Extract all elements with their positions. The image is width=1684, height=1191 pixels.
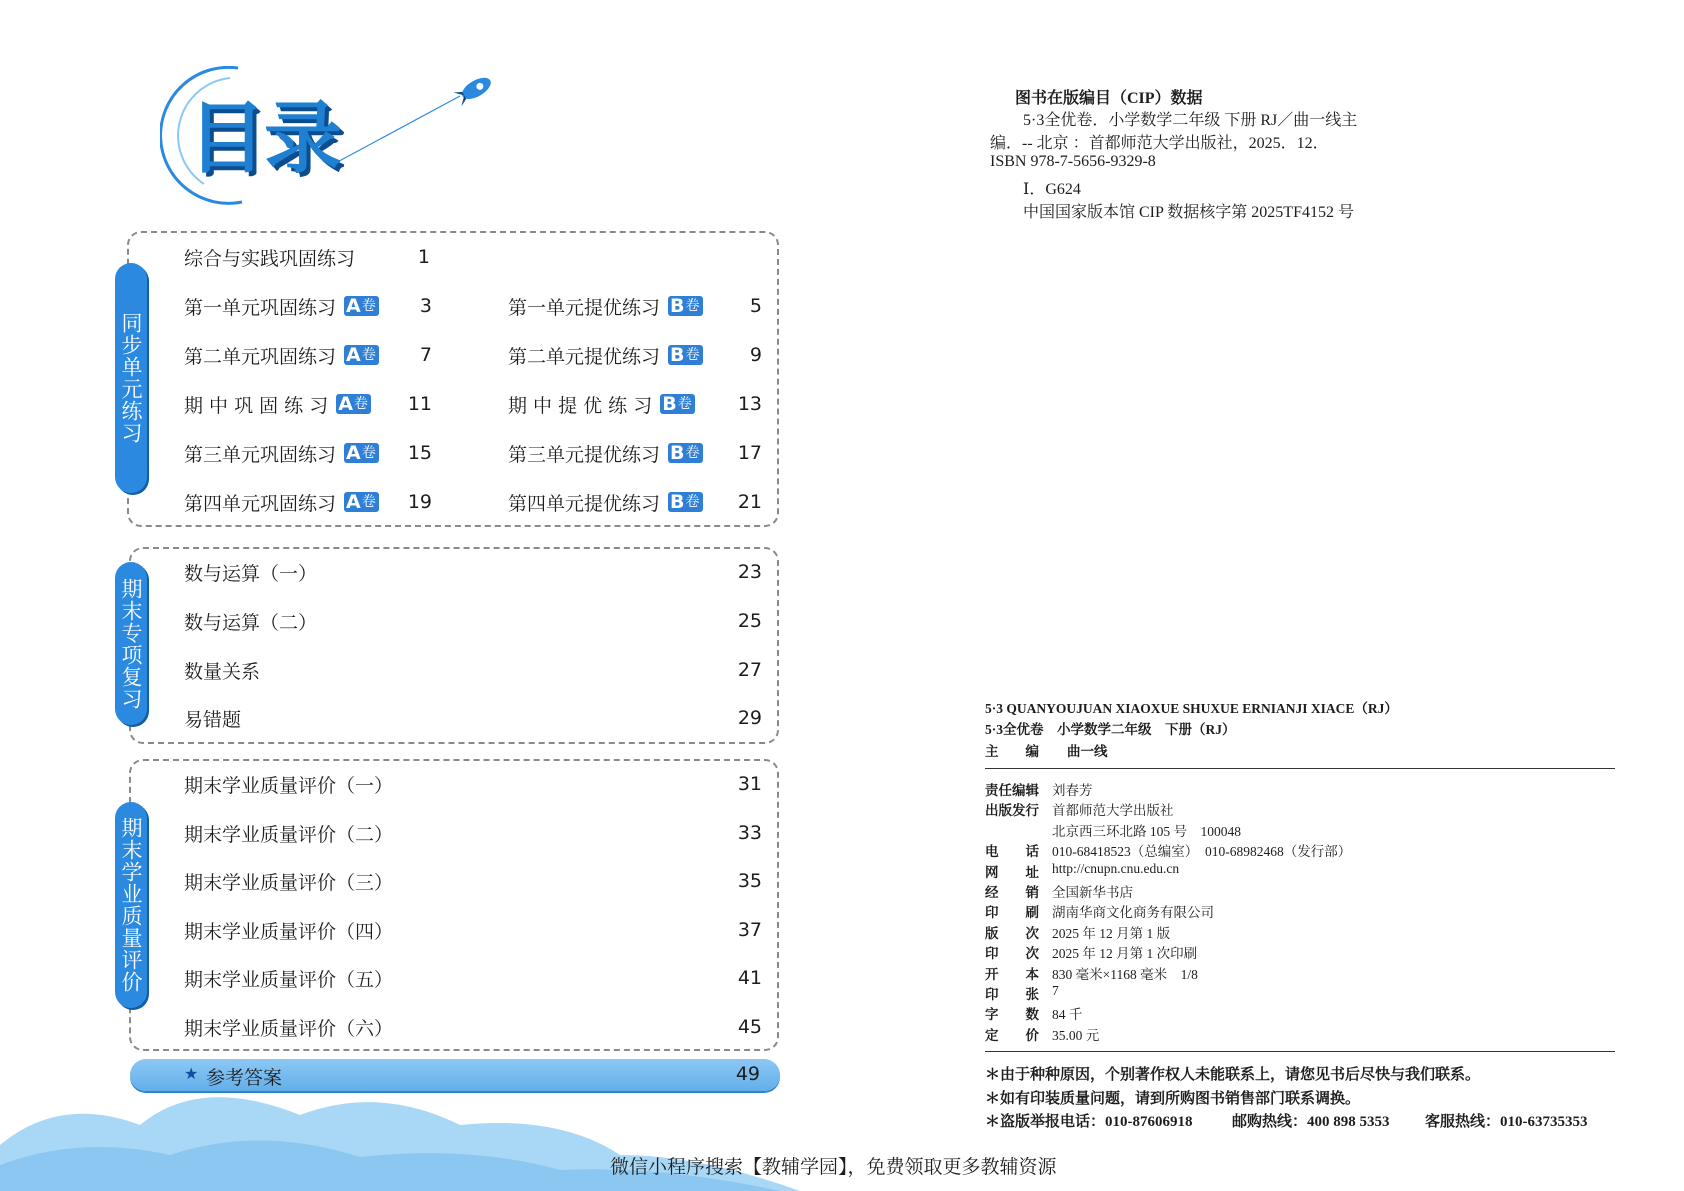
cip-line5: 中国国家版本馆 CIP 数据核字第 2025TF4152 号 (1023, 204, 1354, 221)
page-number: 1 (417, 246, 430, 268)
toc-entry[interactable] (508, 340, 703, 370)
colophon-key: 字 数 (985, 1007, 1039, 1023)
toc-entry[interactable] (184, 769, 393, 799)
cip-line3: ISBN 978-7-5656-9329-8 (990, 153, 1156, 170)
rocket-trail (330, 96, 460, 166)
badge-letter: B (670, 490, 685, 513)
page-number: 33 (737, 822, 762, 844)
paper-badge (668, 296, 702, 316)
page-number: 13 (737, 393, 762, 415)
toc-entry-label: 数与运算（二） (184, 611, 318, 634)
page-number: 3 (419, 295, 432, 317)
cip-line4: Ⅰ．G624 (1023, 181, 1081, 198)
colophon-pinyin: 5·3 QUANYOUJUAN XIAOXUE SHUXUE ERNIANJI XIACE（RJ） (985, 701, 1398, 716)
colophon-key: 网 址 (985, 864, 1039, 880)
badge-letter: B (670, 294, 685, 317)
section-eval-box (129, 759, 779, 1051)
paper-badge (668, 492, 702, 512)
colophon-key: 版 次 (985, 925, 1039, 941)
section-eval-title: 期末学业质量评价 (119, 817, 143, 993)
page-number: 27 (737, 659, 762, 681)
toc-entry-label: 期末学业质量评价（五） (184, 968, 394, 991)
toc-entry[interactable] (184, 438, 379, 468)
colophon-key: 印 张 (985, 987, 1039, 1002)
toc-entry-label: 第三单元巩固练习 (184, 443, 337, 466)
paper-badge (660, 394, 694, 414)
colophon-book: 5·3全优卷 小学数学二年级 下册（RJ） (985, 722, 1236, 737)
colophon-key: 定 价 (985, 1027, 1039, 1043)
page-number: 35 (737, 870, 762, 892)
badge-suffix: 卷 (361, 445, 376, 461)
star-icon: ★ (184, 1064, 199, 1083)
section-sync-tab (115, 263, 147, 493)
answers-label: 参考答案 (206, 1067, 283, 1089)
colophon-value: 全国新华书店 (1052, 885, 1133, 900)
colophon-key: 开 本 (985, 966, 1039, 982)
promo-text: 微信小程序搜索【教辅学园】，免费领取更多教辅资源 (610, 1156, 1057, 1178)
colophon-value: 首都师范大学出版社 (1052, 803, 1174, 819)
toc-entry[interactable] (508, 487, 703, 517)
badge-suffix: 卷 (361, 347, 376, 363)
toc-entry-label: 第二单元巩固练习 (184, 345, 337, 368)
toc-entry-label: 期 中 巩 固 练 习 (184, 394, 329, 417)
toc-entry-label: 期末学业质量评价（二） (184, 823, 394, 846)
toc-entry-label: 第一单元巩固练习 (184, 296, 337, 319)
cip-heading: 图书在版编目（CIP）数据 (1015, 90, 1203, 107)
colophon-value: 830 毫米×1168 毫米 1/8 (1052, 966, 1198, 982)
toc-entry-label: 数量关系 (184, 660, 261, 683)
toc-entry[interactable] (184, 291, 379, 321)
badge-letter: A (346, 294, 361, 317)
badge-letter: A (346, 441, 361, 464)
colophon-editor-label: 主 编 (985, 744, 1039, 759)
note-contact: ＊由于种种原因，个别著作权人未能联系上，请您见书后尽快与我们联系。 (985, 1067, 1481, 1083)
paper-badge (668, 345, 702, 365)
colophon-value: 010-68418523（总编室） 010-68982468（发行部） (1052, 844, 1352, 860)
divider-bottom (985, 1051, 1615, 1052)
colophon-value: http://cnupn.cnu.edu.cn (1052, 860, 1180, 876)
badge-suffix: 卷 (685, 494, 700, 510)
page-number: 7 (419, 344, 432, 366)
paper-badge (344, 492, 379, 512)
toc-entry[interactable] (184, 557, 317, 587)
toc-entry-label: 易错题 (184, 708, 242, 731)
section-eval-tab (115, 802, 147, 1008)
toc-entry-label: 第二单元提优练习 (508, 345, 661, 368)
colophon-key: 责任编辑 (985, 783, 1039, 798)
hotline-report: ＊盗版举报电话：010-87606918 (985, 1114, 1193, 1130)
page-title: 目录 (188, 94, 341, 184)
note-quality: ＊如有印装质量问题，请到所购图书销售部门联系调换。 (985, 1091, 1361, 1107)
badge-letter: B (670, 343, 685, 366)
toc-entry-label: 期末学业质量评价（一） (184, 774, 394, 797)
toc-entry-label: 期末学业质量评价（六） (184, 1017, 394, 1040)
page-number: 19 (407, 491, 432, 513)
badge-letter: A (346, 490, 361, 513)
badge-suffix: 卷 (353, 396, 368, 412)
badge-letter: B (662, 392, 677, 415)
colophon-editor: 曲一线 (1067, 744, 1108, 759)
toc-entry[interactable] (184, 818, 393, 848)
badge-letter: B (670, 441, 685, 464)
toc-entry[interactable] (184, 703, 241, 733)
colophon-value: 35.00 元 (1052, 1027, 1100, 1043)
section-review-title: 期末专项复习 (119, 577, 143, 710)
toc-entry-label: 第四单元提优练习 (508, 492, 661, 515)
toc-entry[interactable] (184, 242, 355, 272)
paper-badge (668, 443, 702, 463)
paper-badge (344, 443, 379, 463)
page-number: 5 (749, 295, 762, 317)
toc-entry[interactable] (184, 655, 260, 685)
hotline-mail: 邮购热线：400 898 5353 (1232, 1114, 1390, 1130)
colophon-value: 湖南华商文化商务有限公司 (1052, 905, 1214, 921)
page-number: 17 (737, 442, 762, 464)
badge-suffix: 卷 (685, 298, 700, 314)
colophon-key: 电 话 (985, 844, 1039, 860)
page-number: 45 (737, 1016, 762, 1038)
toc-entry-label: 期末学业质量评价（四） (184, 920, 394, 943)
page-number: 23 (737, 561, 762, 583)
page-number: 9 (749, 344, 762, 366)
hotline-service: 客服热线：010-63735353 (1425, 1114, 1588, 1130)
section-review-tab (115, 562, 147, 725)
paper-badge (344, 345, 379, 365)
page-number: 15 (407, 442, 432, 464)
toc-entry[interactable] (184, 340, 379, 370)
colophon-key: 印 次 (985, 946, 1039, 962)
toc-entry-label: 数与运算（一） (184, 562, 318, 585)
toc-entry-label: 期 中 提 优 练 习 (508, 394, 653, 417)
badge-suffix: 卷 (361, 494, 376, 510)
colophon-value: 2025 年 12 月第 1 次印刷 (1052, 946, 1198, 962)
cip-line1: 5·3全优卷．小学数学二年级 下册 RJ／曲一线主 (1023, 112, 1358, 129)
section-sync-title: 同步单元练习 (119, 312, 143, 444)
paper-badge (344, 296, 379, 316)
colophon-value: 2025 年 12 月第 1 版 (1052, 925, 1171, 941)
toc-entry-label: 第一单元提优练习 (508, 296, 661, 319)
toc-entry[interactable] (184, 866, 393, 896)
badge-suffix: 卷 (361, 298, 376, 314)
page-number: 31 (737, 773, 762, 795)
divider-top (985, 768, 1615, 769)
colophon-value: 刘春芳 (1052, 783, 1093, 798)
toc-entry[interactable] (508, 438, 703, 468)
colophon-key: 出版发行 (985, 803, 1039, 819)
toc-entry[interactable] (508, 291, 703, 321)
toc-entry[interactable] (184, 389, 371, 419)
colophon-value: 7 (1052, 983, 1059, 998)
badge-letter: A (346, 343, 361, 366)
toc-entry[interactable] (184, 487, 379, 517)
section-sync-box (127, 231, 779, 527)
toc-entry-label: 第三单元提优练习 (508, 443, 661, 466)
toc-entry[interactable] (184, 606, 317, 636)
page-number: 41 (737, 967, 762, 989)
cip-line2: 编．-- 北京 ：首都师范大学出版社，2025．12． (990, 135, 1329, 152)
toc-entry[interactable] (184, 915, 393, 945)
colophon-value: 北京西三环北路 105 号 100048 (1052, 823, 1241, 839)
page-number: 21 (737, 491, 762, 513)
page-number: 11 (407, 393, 432, 415)
toc-entry[interactable] (184, 1012, 393, 1042)
page-number: 25 (737, 610, 762, 632)
colophon-key: 印 刷 (985, 905, 1039, 921)
toc-entry[interactable] (184, 963, 393, 993)
page-number: 29 (737, 707, 762, 729)
badge-letter: A (338, 392, 353, 415)
badge-suffix: 卷 (677, 396, 692, 412)
page-number: 37 (737, 919, 762, 941)
toc-entry[interactable] (508, 389, 695, 419)
badge-suffix: 卷 (685, 445, 700, 461)
toc-entry-label: 期末学业质量评价（三） (184, 871, 394, 894)
rocket-icon (453, 73, 494, 106)
answers-page: 49 (735, 1063, 760, 1085)
toc-entry-label: 第四单元巩固练习 (184, 492, 337, 515)
colophon-value: 84 千 (1052, 1007, 1083, 1023)
badge-suffix: 卷 (685, 347, 700, 363)
colophon-key: 经 销 (985, 885, 1039, 900)
paper-badge (336, 394, 371, 414)
toc-entry-label: 综合与实践巩固练习 (184, 247, 356, 270)
